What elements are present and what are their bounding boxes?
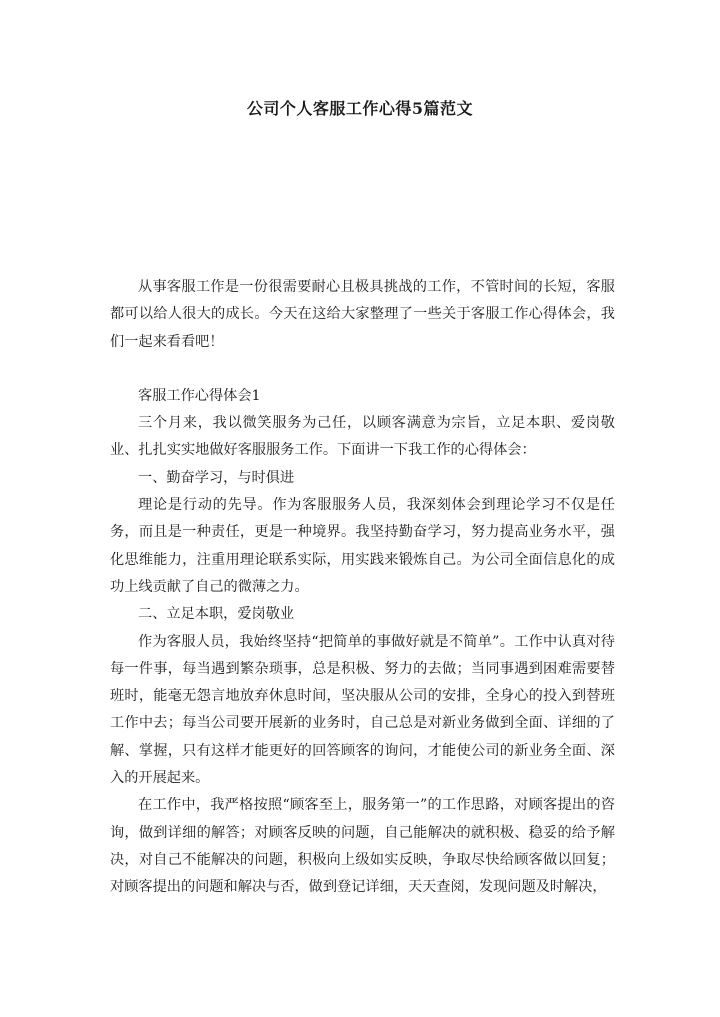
document-body bbox=[110, 274, 615, 902]
body-paragraph: 在工作中，我严格按照“顾客至上，服务第一”的工作思路，对顾客提出的咨询，做到详细的解答；对顾客反映的问题，自己能解决的就积极、稳妥的给予解决，对自己不能解决的问题，积极向上级如实反映，争取尽快给顾客做以回复；对顾客提出的问题和解决与否，做到登记详细，天天查阅，发现问题及时解决， bbox=[110, 797, 615, 896]
section-heading: 客服工作心得体会1 bbox=[138, 387, 261, 404]
subsection-heading: 二、立足本职，爱岗敬业 bbox=[138, 606, 295, 623]
body-paragraph: 作为客服人员，我始终坚持“把简单的事做好就是不简单”。工作中认真对待每一件事，每当遇到繁杂琐事，总是积极、努力的去做；当同事遇到困难需要替班时，能毫无怨言地放弃休息时间，坚决服从公司的安排，全身心的投入到替班工作中去；每当公司要开展新的业务时，自己总是对新业务做到全面、详细的了解、掌握，只有这样才能更好的回答顾客的询问，才能使公司的新业务全面、深入的开展起来。 bbox=[110, 633, 615, 787]
body-paragraph: 理论是行动的先导。作为客服服务人员，我深刻体会到理论学习不仅是任务，而且是一种责任，更是一种境界。我坚持勤奋学习，努力提高业务水平，强化思维能力，注重用理论联系实际，用实践来锻炼自己。为公司全面信息化的成功上线贡献了自己的微薄之力。 bbox=[110, 497, 615, 595]
intro-paragraph: 从事客服工作是一份很需要耐心且极具挑战的工作，不管时间的长短，客服都可以给人很大的成长。今天在这给大家整理了一些关于客服工作心得体会，我们一起来看看吧！ bbox=[110, 279, 615, 350]
document-title: 公司个人客服工作心得5篇范文 bbox=[246, 99, 474, 118]
body-paragraph: 三个月来，我以微笑服务为己任，以顾客满意为宗旨，立足本职、爱岗敬业、扎扎实实地做好客服服务工作。下面讲一下我工作的心得体会： bbox=[110, 415, 615, 459]
subsection-heading: 一、勤奋学习，与时俱进 bbox=[138, 469, 295, 486]
